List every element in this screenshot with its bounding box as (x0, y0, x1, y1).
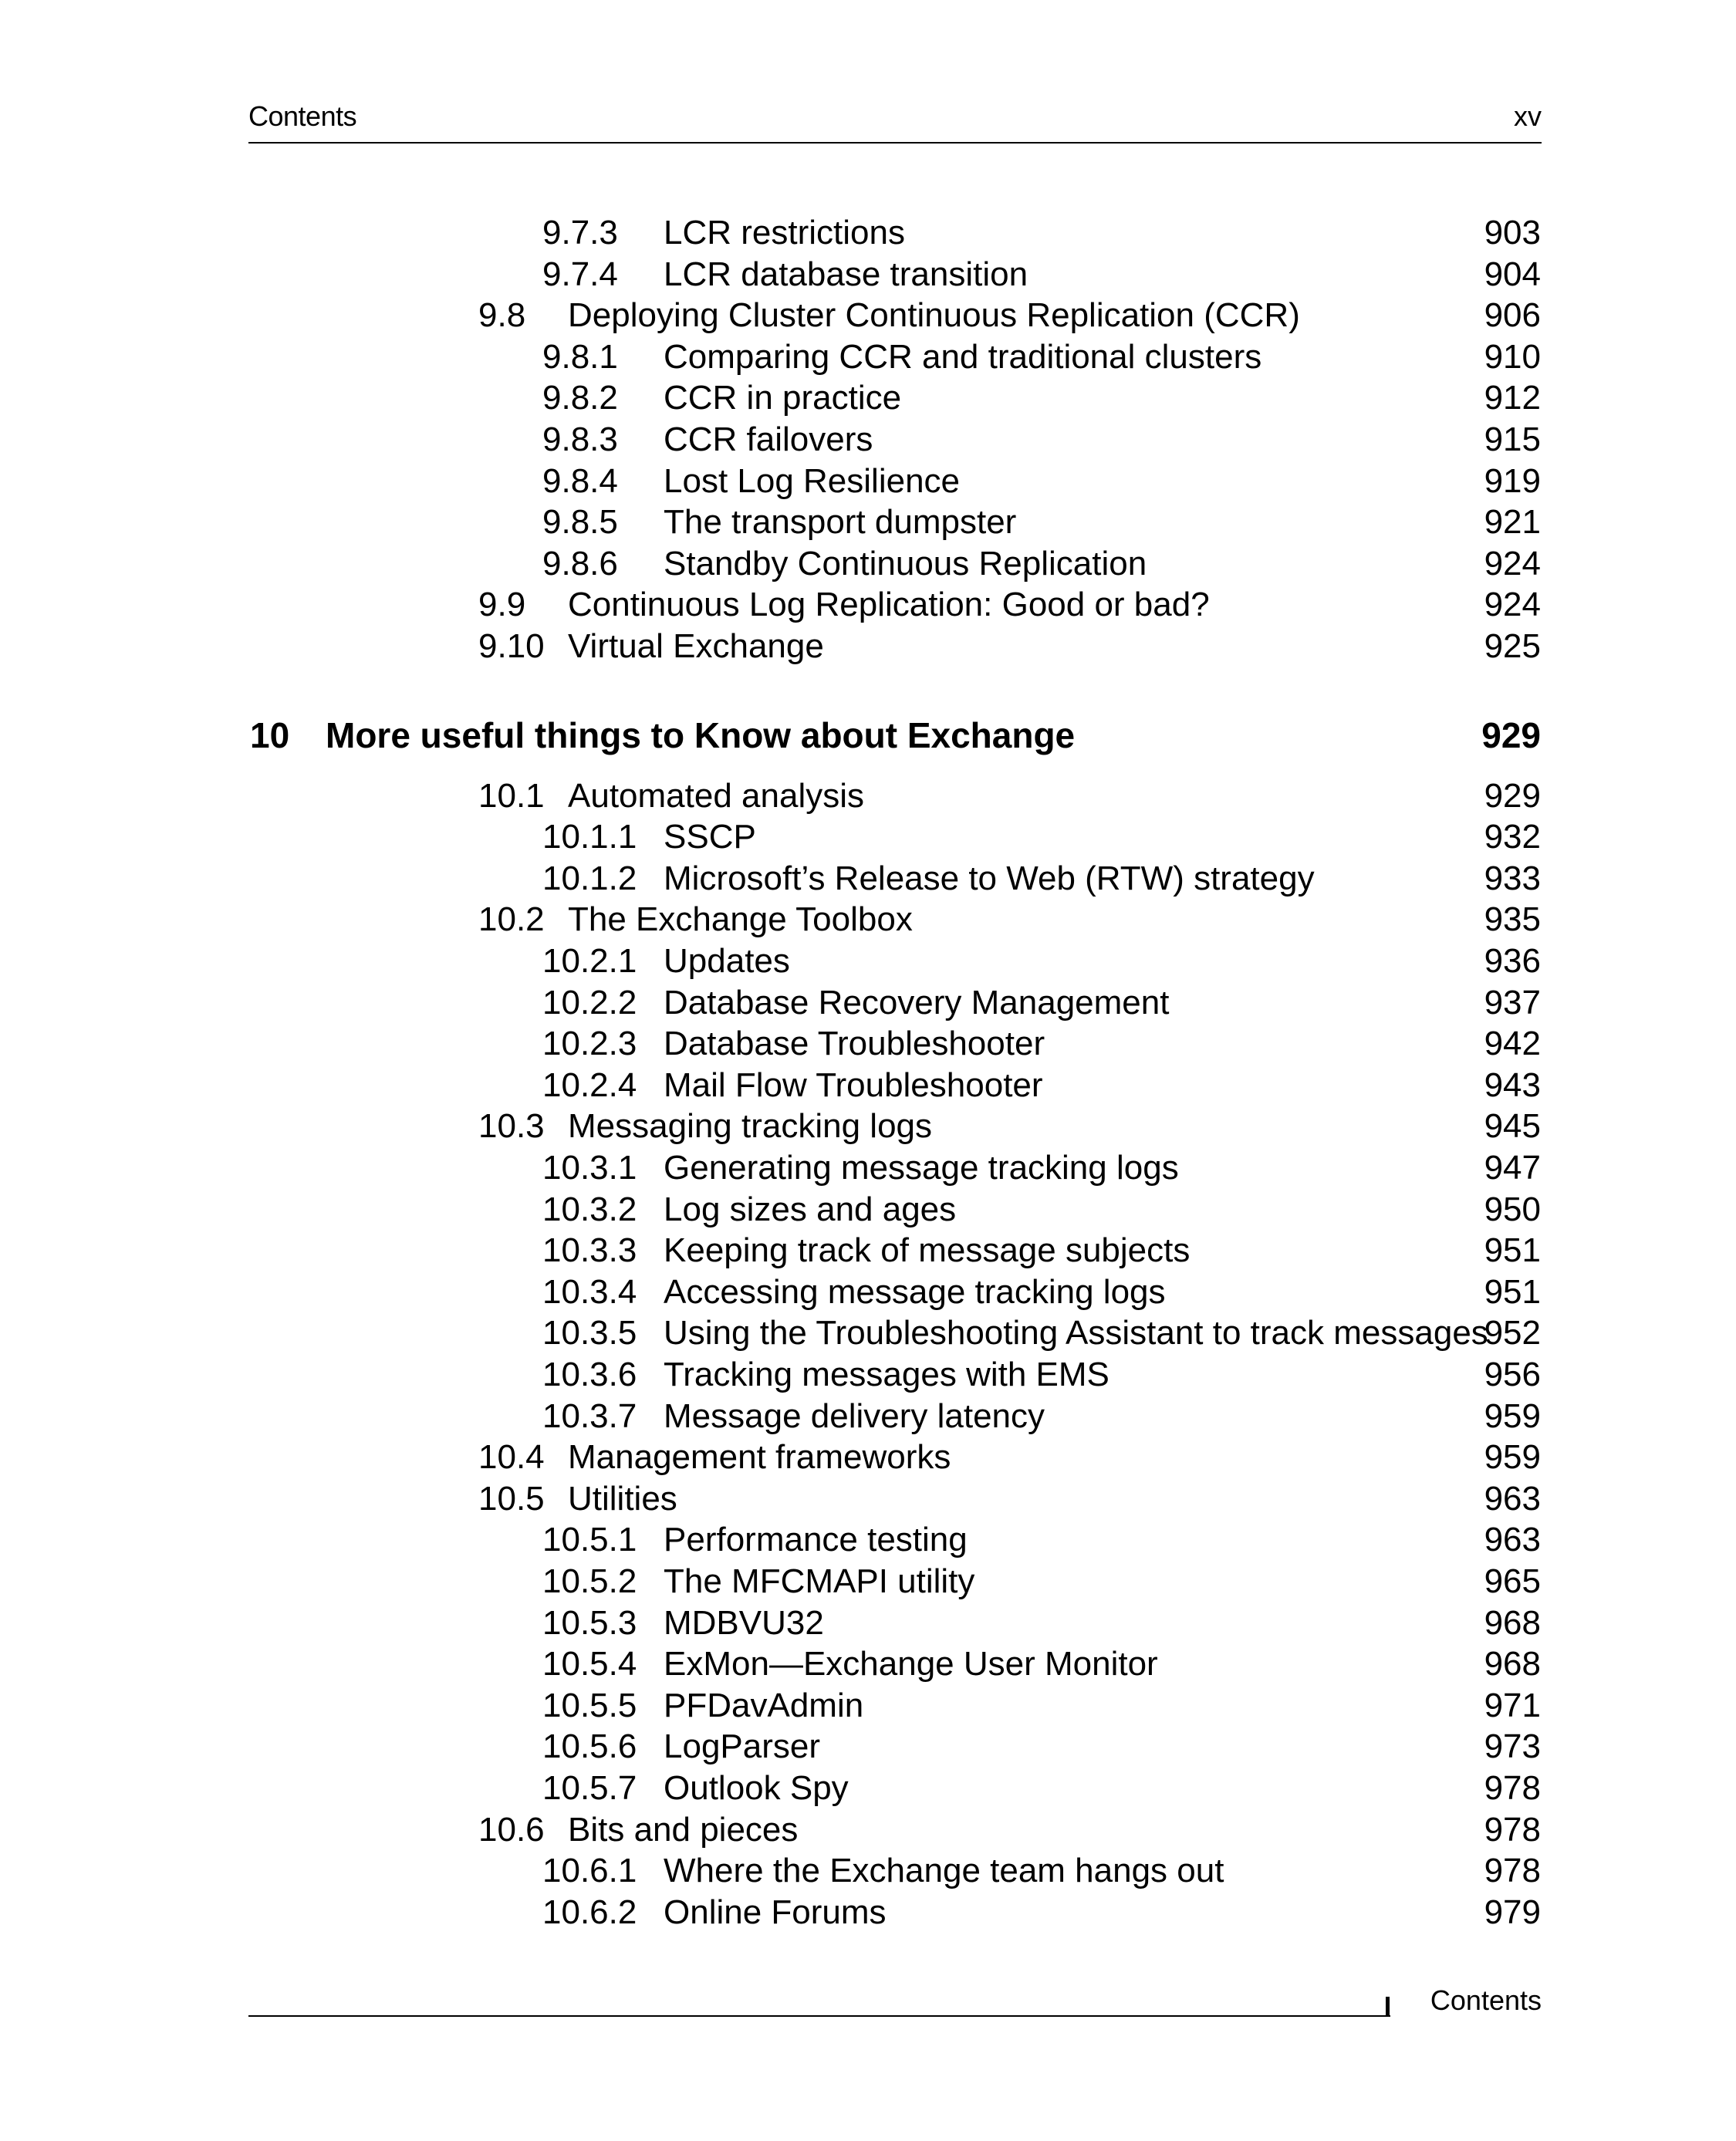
toc-entry-page: 906 (1484, 296, 1541, 334)
toc-entry-title: Keeping track of message subjects (664, 1231, 1191, 1269)
toc-entry-number: 10.2.2 (542, 984, 637, 1022)
toc-entry-title: Deploying Cluster Continuous Replication (CCR) (568, 296, 1300, 334)
toc-entry-number: 10.5.5 (542, 1687, 637, 1724)
toc-entry-page: 942 (1484, 1025, 1541, 1062)
toc-entry-number: 10.5.2 (542, 1562, 637, 1600)
toc-subsection-entry[interactable] (0, 254, 1736, 295)
toc-entry-number: 10.2.4 (542, 1066, 637, 1104)
toc-entry-title: Log sizes and ages (664, 1190, 957, 1228)
toc-subsection-entry[interactable] (0, 461, 1736, 502)
toc-entry-page: 968 (1484, 1604, 1541, 1642)
toc-entry-number: 10.6 (478, 1811, 545, 1849)
footer-label: Contents (1430, 1984, 1542, 2016)
toc-section-entry[interactable] (0, 1809, 1736, 1851)
header-section-title: Contents (248, 100, 357, 132)
toc-entry-page: 919 (1484, 462, 1541, 500)
toc-entry-title: The MFCMAPI utility (664, 1562, 975, 1600)
toc-entry-title: Using the Troubleshooting Assistant to track messages (664, 1314, 1488, 1352)
toc-entry-number: 10.3.2 (542, 1190, 637, 1228)
toc-entry-page: 951 (1484, 1231, 1541, 1269)
toc-entry-number: 10.3 (478, 1107, 545, 1145)
toc-entry-title: PFDavAdmin (664, 1687, 864, 1724)
toc-entry-page: 945 (1484, 1107, 1541, 1145)
toc-entry-title: CCR in practice (664, 379, 902, 417)
toc-entry-number: 10 (250, 715, 290, 755)
toc-entry-title: Accessing message tracking logs (664, 1273, 1166, 1311)
toc-entry-number: 10.3.1 (542, 1149, 637, 1187)
toc-entry-title: Where the Exchange team hangs out (664, 1852, 1224, 1889)
toc-section-entry[interactable] (0, 1106, 1736, 1147)
toc-subsection-entry[interactable] (0, 1189, 1736, 1231)
toc-entry-title: The transport dumpster (664, 503, 1017, 541)
toc-entry-number: 10.5 (478, 1480, 545, 1518)
toc-entry-number: 10.2 (478, 900, 545, 938)
footer-rule (248, 2015, 1390, 2017)
toc-entry-number: 10.6.2 (542, 1893, 637, 1931)
toc-entry-title: ExMon—Exchange User Monitor (664, 1645, 1158, 1683)
toc-entry-number: 9.8.1 (542, 338, 618, 376)
toc-entry-title: Management frameworks (568, 1438, 951, 1476)
toc-entry-title: Online Forums (664, 1893, 887, 1931)
toc-entry-number: 9.8.6 (542, 545, 618, 583)
toc-subsection-entry[interactable] (0, 377, 1736, 419)
toc-subsection-entry[interactable] (0, 1230, 1736, 1271)
toc-entry-number: 10.5.3 (542, 1604, 637, 1642)
toc-entry-number: 10.1.2 (542, 859, 637, 897)
toc-entry-title: Mail Flow Troubleshooter (664, 1066, 1043, 1104)
toc-subsection-entry[interactable] (0, 1768, 1736, 1809)
toc-entry-title: Continuous Log Replication: Good or bad? (568, 586, 1210, 623)
footer-tick (1386, 1997, 1390, 2017)
toc-entry-title: Microsoft’s Release to Web (RTW) strategy (664, 859, 1315, 897)
toc-entry-title: Messaging tracking logs (568, 1107, 933, 1145)
toc-subsection-entry[interactable] (0, 336, 1736, 378)
toc-entry-number: 10.6.1 (542, 1852, 637, 1889)
toc-entry-number: 10.5.1 (542, 1521, 637, 1558)
toc-entry-page: 936 (1484, 942, 1541, 980)
toc-entry-title: Database Troubleshooter (664, 1025, 1045, 1062)
toc-entry-page: 952 (1484, 1314, 1541, 1352)
toc-entry-page: 910 (1484, 338, 1541, 376)
toc-entry-number: 10.1.1 (542, 818, 637, 856)
toc-entry-page: 912 (1484, 379, 1541, 417)
toc-entry-title: Comparing CCR and traditional clusters (664, 338, 1262, 376)
toc-entry-title: LogParser (664, 1727, 821, 1765)
toc-entry-number: 9.8.3 (542, 420, 618, 458)
toc-subsection-entry[interactable] (0, 982, 1736, 1024)
toc-entry-title: MDBVU32 (664, 1604, 824, 1642)
toc-subsection-entry[interactable] (0, 1271, 1736, 1313)
toc-entry-page: 921 (1484, 503, 1541, 541)
toc-entry-page: 959 (1484, 1438, 1541, 1476)
toc-entry-page: 978 (1484, 1811, 1541, 1849)
toc-entry-number: 9.9 (478, 586, 526, 623)
toc-section-entry[interactable] (0, 626, 1736, 667)
toc-section-entry[interactable] (0, 775, 1736, 817)
toc-entry-page: 978 (1484, 1769, 1541, 1807)
toc-entry-page: 951 (1484, 1273, 1541, 1311)
toc-entry-page: 979 (1484, 1893, 1541, 1931)
toc-entry-title: Utilities (568, 1480, 677, 1518)
toc-subsection-entry[interactable] (0, 1685, 1736, 1727)
toc-subsection-entry[interactable] (0, 1726, 1736, 1768)
toc-entry-number: 10.3.4 (542, 1273, 637, 1311)
toc-entry-title: Outlook Spy (664, 1769, 849, 1807)
toc-entry-page: 959 (1484, 1397, 1541, 1435)
toc-entry-number: 10.5.4 (542, 1645, 637, 1683)
toc-entry-page: 933 (1484, 859, 1541, 897)
toc-entry-page: 924 (1484, 545, 1541, 583)
toc-entry-title: Standby Continuous Replication (664, 545, 1147, 583)
toc-entry-title: Tracking messages with EMS (664, 1356, 1109, 1393)
toc-entry-number: 10.2.3 (542, 1025, 637, 1062)
toc-entry-title: Performance testing (664, 1521, 968, 1558)
toc-subsection-entry[interactable] (0, 816, 1736, 858)
toc-entry-page: 915 (1484, 420, 1541, 458)
toc-entry-title: Generating message tracking logs (664, 1149, 1179, 1187)
toc-entry-page: 932 (1484, 818, 1541, 856)
toc-subsection-entry[interactable] (0, 1892, 1736, 1933)
toc-subsection-entry[interactable] (0, 1354, 1736, 1396)
toc-entry-number: 9.7.4 (542, 255, 618, 293)
toc-entry-number: 10.3.5 (542, 1314, 637, 1352)
toc-subsection-entry[interactable] (0, 1065, 1736, 1106)
toc-subsection-entry[interactable] (0, 1147, 1736, 1189)
header-page-number: xv (1514, 100, 1542, 132)
toc-entry-title: Bits and pieces (568, 1811, 799, 1849)
toc-entry-page: 943 (1484, 1066, 1541, 1104)
toc-entry-page: 978 (1484, 1852, 1541, 1889)
running-header (248, 99, 1542, 144)
toc-subsection-entry[interactable] (0, 1312, 1736, 1354)
toc-entry-page: 947 (1484, 1149, 1541, 1187)
toc-section-entry[interactable] (0, 899, 1736, 940)
toc-section-entry[interactable] (0, 1437, 1736, 1478)
toc-entry-title: SSCP (664, 818, 756, 856)
toc-subsection-entry[interactable] (0, 1643, 1736, 1685)
toc-subsection-entry[interactable] (0, 212, 1736, 254)
toc-subsection-entry[interactable] (0, 419, 1736, 461)
toc-entry-number: 9.10 (478, 627, 545, 665)
toc-entry-number: 10.5.7 (542, 1769, 637, 1807)
toc-subsection-entry[interactable] (0, 1561, 1736, 1602)
toc-subsection-entry[interactable] (0, 1519, 1736, 1561)
toc-chapter-entry[interactable] (0, 712, 1736, 758)
toc-entry-page: 903 (1484, 214, 1541, 252)
toc-entry-number: 9.8 (478, 296, 526, 334)
toc-entry-title: Database Recovery Management (664, 984, 1170, 1022)
toc-subsection-entry[interactable] (0, 1023, 1736, 1065)
toc-entry-number: 10.3.6 (542, 1356, 637, 1393)
toc-entry-title: More useful things to Know about Exchange (326, 715, 1076, 755)
toc-entry-page: 950 (1484, 1190, 1541, 1228)
toc-entry-page: 965 (1484, 1562, 1541, 1600)
toc-entry-title: LCR restrictions (664, 214, 905, 252)
toc-entry-page: 971 (1484, 1687, 1541, 1724)
toc-entry-title: Lost Log Resilience (664, 462, 961, 500)
toc-entry-number: 10.5.6 (542, 1727, 637, 1765)
toc-entry-page: 956 (1484, 1356, 1541, 1393)
toc-entry-page: 929 (1484, 777, 1541, 815)
toc-entry-number: 10.1 (478, 777, 545, 815)
toc-entry-page: 968 (1484, 1645, 1541, 1683)
toc-entry-number: 9.8.2 (542, 379, 618, 417)
toc-subsection-entry[interactable] (0, 501, 1736, 543)
toc-entry-page: 929 (1481, 715, 1541, 755)
toc-entry-page: 924 (1484, 586, 1541, 623)
toc-section-entry[interactable] (0, 1478, 1736, 1520)
toc-subsection-entry[interactable] (0, 858, 1736, 900)
toc-entry-title: Updates (664, 942, 790, 980)
toc-entry-page: 904 (1484, 255, 1541, 293)
toc-entry-title: Virtual Exchange (568, 627, 824, 665)
toc-entry-number: 10.2.1 (542, 942, 637, 980)
toc-entry-title: Automated analysis (568, 777, 864, 815)
toc-entry-number: 10.4 (478, 1438, 545, 1476)
toc-entry-number: 9.8.4 (542, 462, 618, 500)
toc-entry-number: 10.3.7 (542, 1397, 637, 1435)
toc-subsection-entry[interactable] (0, 1396, 1736, 1437)
toc-entry-title: The Exchange Toolbox (568, 900, 913, 938)
running-footer (248, 1981, 1542, 2020)
toc-entry-title: Message delivery latency (664, 1397, 1045, 1435)
toc-subsection-entry[interactable] (0, 1850, 1736, 1892)
toc-section-entry[interactable] (0, 295, 1736, 336)
toc-entry-page: 963 (1484, 1521, 1541, 1558)
toc-entry-page: 935 (1484, 900, 1541, 938)
toc-entry-title: CCR failovers (664, 420, 873, 458)
toc-entry-page: 973 (1484, 1727, 1541, 1765)
toc-subsection-entry[interactable] (0, 940, 1736, 982)
toc-entry-title: LCR database transition (664, 255, 1028, 293)
toc-entry-page: 963 (1484, 1480, 1541, 1518)
toc-entry-number: 9.8.5 (542, 503, 618, 541)
toc-section-entry[interactable] (0, 584, 1736, 626)
toc-entry-number: 10.3.3 (542, 1231, 637, 1269)
toc-subsection-entry[interactable] (0, 543, 1736, 585)
toc-entry-number: 9.7.3 (542, 214, 618, 252)
toc-entry-page: 937 (1484, 984, 1541, 1022)
toc-entry-page: 925 (1484, 627, 1541, 665)
toc-subsection-entry[interactable] (0, 1602, 1736, 1644)
